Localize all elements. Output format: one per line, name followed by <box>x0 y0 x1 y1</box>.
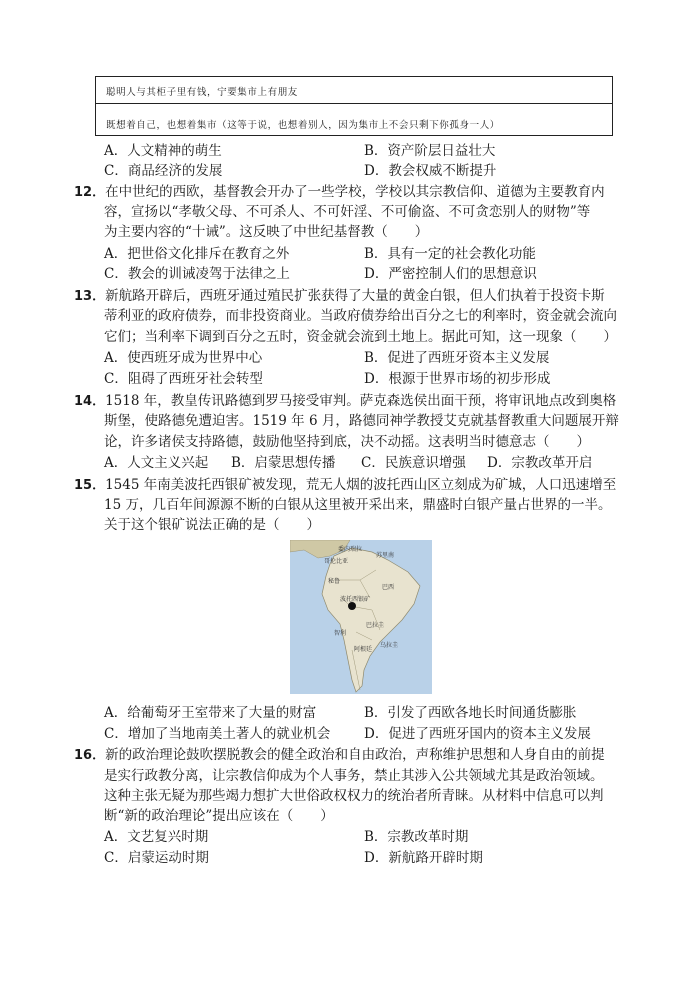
q16-number: 16． <box>74 748 106 763</box>
potosi-silver-mine-marker <box>348 602 356 610</box>
map-label-suriname: 苏里南 <box>376 552 395 559</box>
q12-stem-line-3: 为主要内容的“十诫”。这反映了中世纪基督教（ ） <box>104 224 429 240</box>
q12-stem-line-1: 12．在中世纪的西欧，基督教会开办了一些学校，学校以其宗教信仰、道德为主要教育内 <box>74 184 605 200</box>
q14-stem-line-1: 14．1518 年，教皇传讯路德到罗马接受审判。萨克森选侯出面干预，将审讯地点改到奥格 <box>74 393 617 409</box>
q13-option-b[interactable]: B．促进了西班牙资本主义发展 <box>364 350 550 366</box>
q15-option-d[interactable]: D．促进了西班牙国内的资本主义发展 <box>364 726 591 742</box>
q14-stem-line-3: 论，许多诸侯支持路德，鼓励他坚持到底，决不动摇。这表明当时德意志（ ） <box>104 434 590 450</box>
q12-option-d[interactable]: D．严密控制人们的思想意识 <box>364 266 537 282</box>
q16-option-a[interactable]: A．文艺复兴时期 <box>104 829 209 845</box>
q16-stem-line-2: 是实行政教分离，让宗教信仰成为个人事务，禁止其涉入公共领域尤其是政治领域。 <box>104 768 604 784</box>
map-graphic <box>290 540 432 694</box>
map-label-colombia: 哥伦比亚 <box>324 558 349 565</box>
q16-stem-line-4: 断“新的政治理论”提出应该在（ ） <box>104 808 334 824</box>
q13-option-a[interactable]: A．使西班牙成为世界中心 <box>104 350 263 366</box>
q14-option-a[interactable]: A．人文主义兴起 <box>104 455 209 471</box>
q13-stem-line-3: 它们；当利率下调到百分之五时，资金就会流到土地上。据此可知，这一现象（ ） <box>104 329 617 345</box>
quote-divider <box>96 103 612 104</box>
q15-option-c[interactable]: C．增加了当地南美土著人的就业机会 <box>104 726 331 742</box>
quote-box <box>95 76 613 136</box>
q14-option-d[interactable]: D．宗教改革开启 <box>487 455 593 471</box>
map-label-potosi: 波托西银矿 <box>340 596 371 603</box>
q16-option-b[interactable]: B．宗教改革时期 <box>364 829 469 845</box>
q16-stem-line-3: 这种主张无疑为那些竭力想扩大世俗政权权力的统治者所青睐。从材料中信息可以判 <box>104 788 604 804</box>
q14-stem-line-2: 斯堡，使路德免遭迫害。1519 年 6 月，路德同神学教授艾克就基督教重大问题展开辩 <box>104 413 619 429</box>
q11-option-a[interactable]: A．人文精神的萌生 <box>104 143 222 159</box>
q16-stem-line-1: 16．新的政治理论鼓吹摆脱教会的健全政治和自由政治，声称维护思想和人身自由的前提 <box>74 747 605 763</box>
q14-option-b[interactable]: B．启蒙思想传播 <box>231 455 336 471</box>
q12-option-c[interactable]: C．教会的训诫凌驾于法律之上 <box>104 266 290 282</box>
q13-option-c[interactable]: C．阻碍了西班牙社会转型 <box>104 371 263 387</box>
quote-line-1: 聪明人与其柜子里有钱，宁要集市上有朋友 <box>106 87 298 98</box>
quote-line-2: 既想着自己，也想着集市（这等于说，也想着别人，因为集市上不会只剩下你孤身一人） <box>106 120 500 131</box>
map-label-venezuela: 委内瑞拉 <box>338 546 363 553</box>
q12-number: 12． <box>74 185 106 200</box>
q13-stem-line-1: 13．新航路开辟后，西班牙通过殖民扩张获得了大量的黄金白银，但人们执着于投资卡斯 <box>74 288 605 304</box>
q16-option-d[interactable]: D．新航路开辟时期 <box>364 850 483 866</box>
q12-option-b[interactable]: B．具有一定的社会教化功能 <box>364 246 536 262</box>
map-label-paraguay: 巴拉圭 <box>366 622 385 629</box>
map-label-chile: 智利 <box>334 630 347 637</box>
q13-number: 13． <box>74 289 106 304</box>
q12-option-a[interactable]: A．把世俗文化排斥在教育之外 <box>104 246 290 262</box>
q15-stem-line-3: 关于这个银矿说法正确的是（ ） <box>104 517 320 533</box>
map-label-brazil: 巴西 <box>382 584 395 591</box>
map-label-peru: 秘鲁 <box>328 578 341 585</box>
q11-option-d[interactable]: D．教会权威不断提升 <box>364 163 497 179</box>
q15-option-b[interactable]: B．引发了西欧各地长时间通货膨胀 <box>364 705 577 721</box>
map-label-uruguay: 乌拉圭 <box>380 642 399 649</box>
south-america-map <box>290 540 432 694</box>
q13-option-d[interactable]: D．根源于世界市场的初步形成 <box>364 371 551 387</box>
q12-stem-line-2: 容，宣扬以“孝敬父母、不可杀人、不可奸淫、不可偷盗、不可贪恋别人的财物”等 <box>104 204 591 220</box>
q13-stem-line-2: 蒂利亚的政府债券，而非投资商业。当政府债券给出百分之七的利率时，资金就会流向 <box>104 308 617 324</box>
q15-option-a[interactable]: A．给葡萄牙王室带来了大量的财富 <box>104 705 317 721</box>
q15-number: 15． <box>74 478 106 493</box>
q15-stem-line-2: 15 万，几百年间源源不断的白银从这里被开采出来，鼎盛时白银产量占世界的一半。 <box>104 497 612 513</box>
q16-option-c[interactable]: C．启蒙运动时期 <box>104 850 209 866</box>
q11-option-c[interactable]: C．商品经济的发展 <box>104 163 223 179</box>
q11-option-b[interactable]: B．资产阶层日益壮大 <box>364 143 496 159</box>
q14-number: 14． <box>74 394 106 409</box>
q15-stem-line-1: 15．1545 年南美波托西银矿被发现，荒无人烟的波托西山区立刻成为矿城，人口迅速增至 <box>74 477 617 493</box>
map-label-argentina: 阿根廷 <box>354 646 373 653</box>
q14-option-c[interactable]: C．民族意识增强 <box>361 455 466 471</box>
